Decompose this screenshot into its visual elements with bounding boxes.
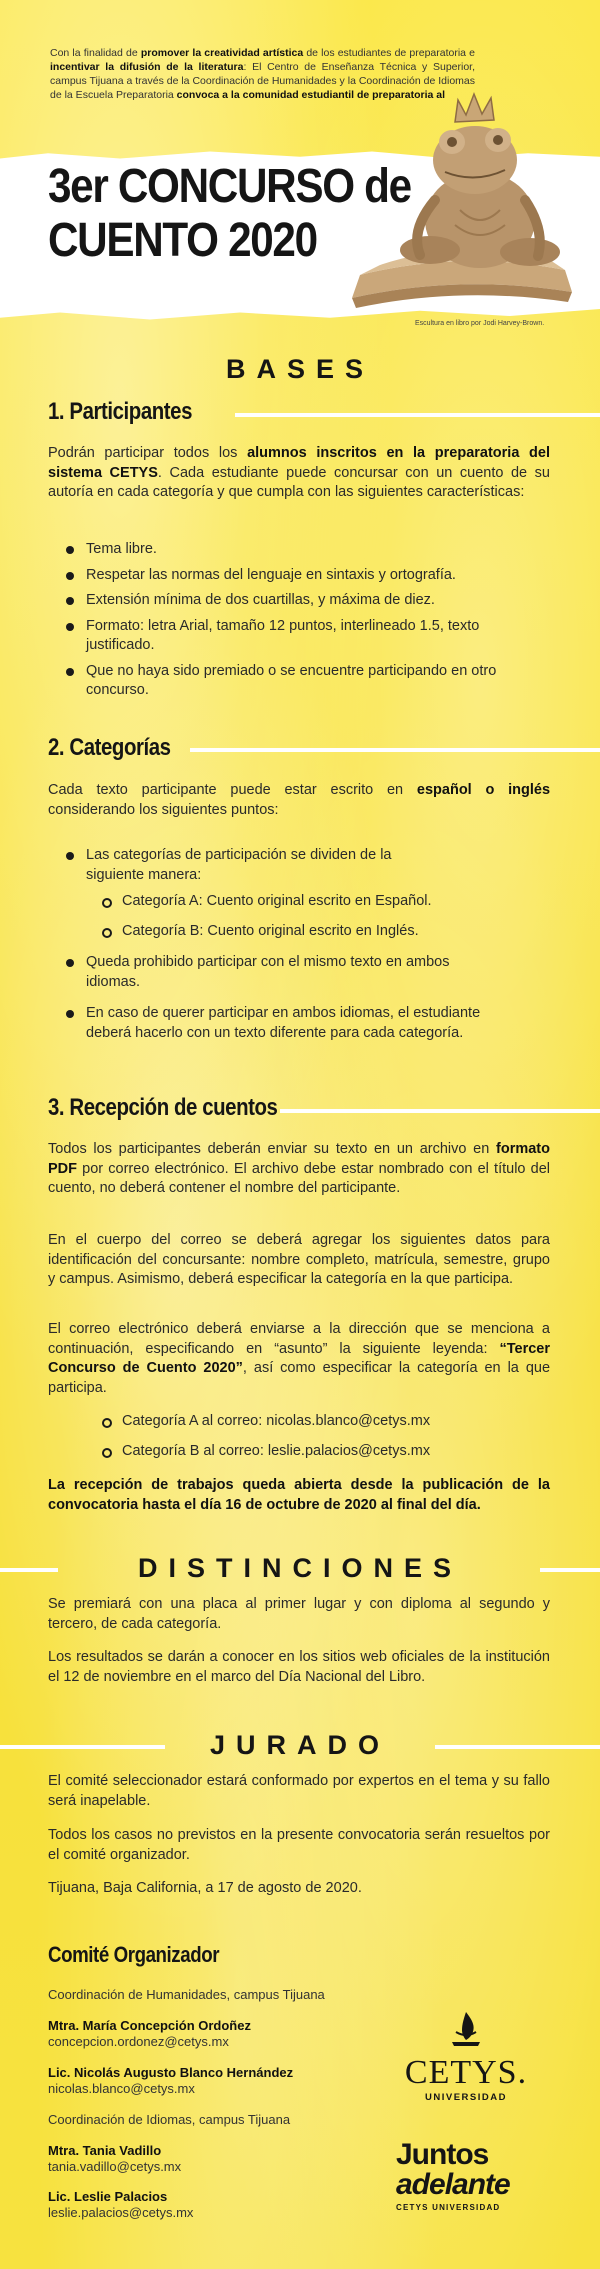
jurado-paragraph-2: Todos los casos no previstos en la presente convocatoria serán resueltos por el comité organizador. (48, 1827, 550, 1863)
coordinacion-idiomas: Coordinación de Idiomas, campus Tijuana (48, 2112, 291, 2127)
list-item: Que no haya sido premiado o se encuentre participando en otro concurso. (66, 662, 506, 701)
person-3: Mtra. Tania Vadillo tania.vadillo@cetys.mx (48, 2143, 182, 2174)
email-link[interactable]: concepcion.ordonez@cetys.mx (48, 2034, 229, 2049)
categorias-paragraph: Cada texto participante puede estar escrito en español o inglés considerando los siguientes puntos: (48, 782, 551, 818)
email-link[interactable]: nicolas.blanco@cetys.mx (48, 2081, 195, 2096)
divider (540, 1568, 600, 1572)
distinciones-paragraph-1: Se premiará con una placa al primer lugar y con diploma al segundo y tercero, de cada categoría. (48, 1596, 550, 1632)
divider (190, 748, 600, 752)
comite-heading: Comité Organizador (48, 1942, 220, 1967)
divider (235, 413, 600, 417)
coordinacion-humanidades: Coordinación de Humanidades, campus Tijuana (48, 1987, 325, 2002)
list-item: Tema libre. (66, 540, 536, 560)
divider (435, 1745, 600, 1749)
jurado-date: Tijuana, Baja California, a 17 de agosto de 2020. (48, 1880, 362, 1896)
recepcion-heading: 3. Recepción de cuentos (48, 1094, 278, 1121)
book-sculpture-image (340, 60, 580, 310)
list-item: Formato: letra Arial, tamaño 12 puntos, interlineado 1.5, texto justificado. (66, 617, 506, 656)
categorias-list (66, 846, 466, 885)
categorias-sublist (102, 892, 522, 941)
categorias-heading: 2. Categorías (48, 734, 171, 761)
categorias-list-2 (66, 953, 506, 1043)
email-list (102, 1412, 542, 1461)
divider (280, 1109, 600, 1113)
recepcion-paragraph-1: Todos los participantes deberán enviar su texto en un archivo en formato PDF por correo electrónico. El archivo debe estar nombrado con el título del cuento, no deberá contener el nombre del participante. (48, 1141, 550, 1196)
list-item: Extensión mínima de dos cuartillas, y máxima de diez. (66, 591, 536, 611)
juntos-adelante-logo: Juntos adelante CETYS UNIVERSIDAD (396, 2138, 510, 2212)
distinciones-paragraph-2: Los resultados se darán a conocer en los sitios web oficiales de la institución el 12 de noviembre en el marco del Día Nacional del Libro. (48, 1649, 550, 1685)
jurado-paragraph-1: El comité seleccionador estará conformado por expertos en el tema y su fallo será inapelable. (48, 1773, 550, 1809)
list-item: Queda prohibido participar con el mismo texto en ambos idiomas. (66, 953, 456, 992)
cetys-logo: CETYS. UNIVERSIDAD (396, 2008, 536, 2103)
list-item: Las categorías de participación se dividen de la siguiente manera: (66, 846, 446, 885)
page-title: 3er CONCURSO de CUENTO 2020 (48, 160, 411, 267)
list-item: Categoría A al correo: nicolas.blanco@cetys.mx (102, 1412, 542, 1432)
recepcion-paragraph-2: En el cuerpo del correo se deberá agregar los siguientes datos para identificación del concursante: nombre completo, matrícula, semestre, grupo y campus. Asimismo, deberá especificar la categoría en la que participa. (48, 1232, 550, 1287)
intro-paragraph: Con la finalidad de promover la creatividad artística de los estudiantes de preparatoria e incentivar la difusión de la literatura: El Centro de Enseñanza Técnica y Superior, campus Tijuana a través de la Coordinación de Humanidades y la Coordinación de Idiomas de la Escuela Preparatoria convoca a la comunidad estudiantil de preparatoria al (50, 47, 476, 101)
email-link[interactable]: leslie.palacios@cetys.mx (48, 2205, 194, 2220)
person-4: Lic. Leslie Palacios leslie.palacios@cetys.mx (48, 2189, 194, 2220)
list-item: Categoría B: Cuento original escrito en Inglés. (102, 922, 522, 942)
torch-icon (446, 2008, 486, 2058)
list-item: Categoría A: Cuento original escrito en Español. (102, 892, 522, 912)
jurado-heading: JURADO (209, 1730, 390, 1760)
list-item: En caso de querer participar en ambos idiomas, el estudiante deberá hacerlo con un texto diferente para cada categoría. (66, 1004, 496, 1043)
participantes-paragraph: Podrán participar todos los alumnos inscritos en la preparatoria del sistema CETYS. Cada estudiante puede concursar con un cuento de su autoría en cada categoría y que cumpla con las siguientes características: (48, 445, 551, 500)
image-caption: Escultura en libro por Jodi Harvey-Brown. (415, 320, 545, 327)
bases-heading: BASES (225, 354, 375, 384)
list-item: Respetar las normas del lenguaje en sintaxis y ortografía. (66, 566, 536, 586)
person-1: Mtra. María Concepción Ordoñez concepcion.ordonez@cetys.mx (48, 2018, 251, 2049)
list-item: Categoría B al correo: leslie.palacios@cetys.mx (102, 1442, 542, 1462)
distinciones-heading: DISTINCIONES (137, 1553, 463, 1583)
deadline-paragraph: La recepción de trabajos queda abierta desde la publicación de la convocatoria hasta el día 16 de octubre de 2020 al final del día. (48, 1477, 550, 1513)
email-link[interactable]: tania.vadillo@cetys.mx (48, 2159, 182, 2174)
person-2: Lic. Nicolás Augusto Blanco Hernández nicolas.blanco@cetys.mx (48, 2065, 294, 2096)
participantes-heading: 1. Participantes (48, 398, 193, 425)
recepcion-paragraph-3: El correo electrónico deberá enviarse a la dirección que se menciona a continuación, especificando en “asunto” la siguiente leyenda: “Tercer Concurso de Cuento 2020”, así como especificar la categoría en la que participa. (48, 1321, 551, 1396)
participantes-list (66, 540, 536, 701)
